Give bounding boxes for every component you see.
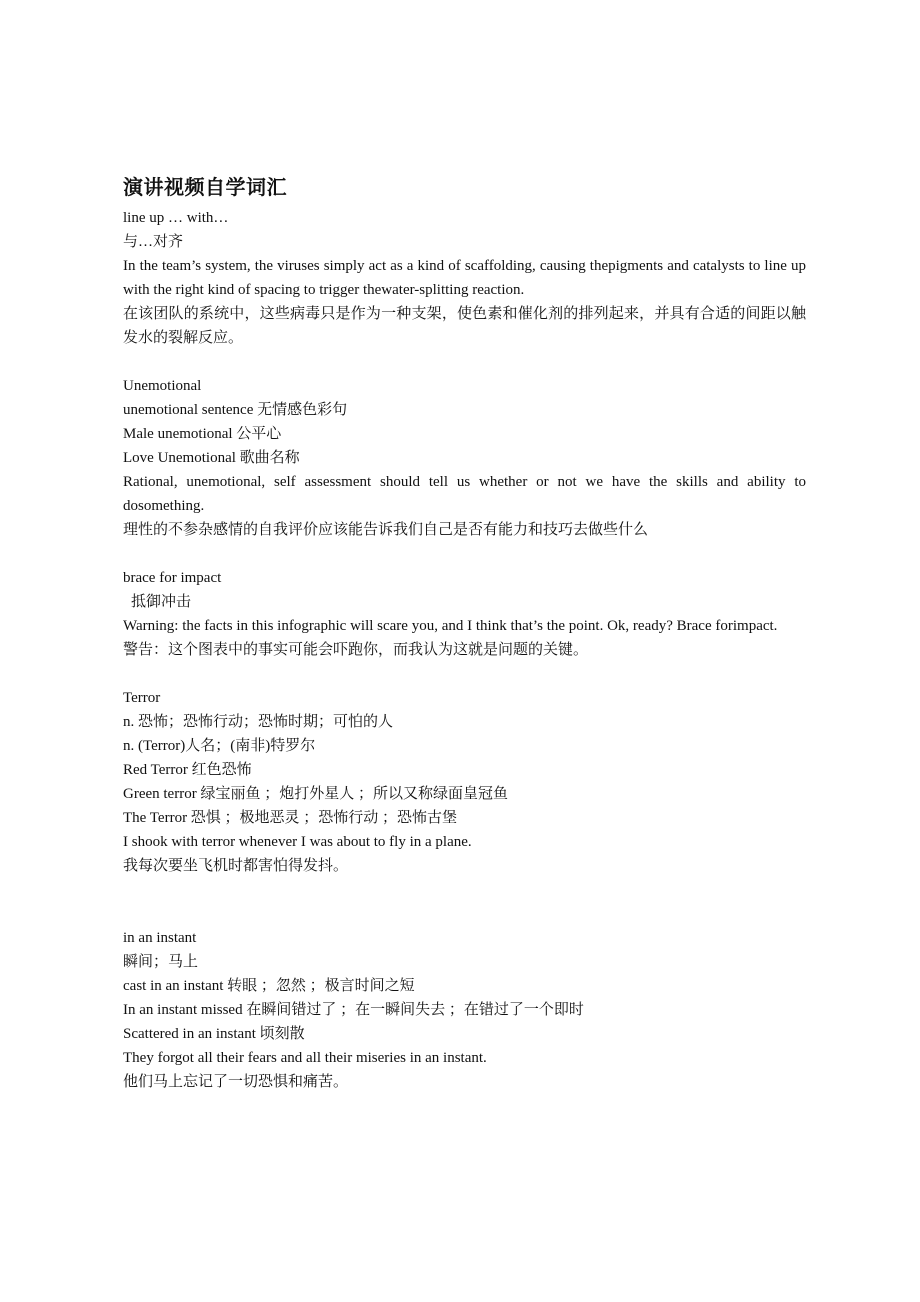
entry-phrase: In an instant missed 在瞬间错过了 ；在一瞬间失去 ；在错过了一个即时: [123, 1002, 584, 1018]
entry-term: brace for impact: [123, 570, 222, 586]
vocab-entry-terror: [123, 686, 806, 878]
entry-example-zh: 我每次要坐飞机时都害怕得发抖。: [123, 858, 349, 874]
vocab-entry-line-up: [123, 206, 806, 350]
vocab-entry-in-an-instant: [123, 926, 806, 1094]
entry-term: in an instant: [123, 930, 197, 946]
document-title: 演讲视频自学词汇: [123, 175, 287, 199]
entry-phrase: Male unemotional 公平心: [123, 426, 282, 442]
vocab-entry-unemotional: [123, 374, 806, 542]
spacer: [123, 350, 806, 374]
entry-example-en: Rational, unemotional, self assessment should tell us whether or not we have the skills and ability to dosomething.: [123, 474, 806, 514]
entry-phrase: Love Unemotional 歌曲名称: [123, 450, 300, 466]
document-page: [123, 172, 806, 1094]
entry-meaning: 抵御冲击: [131, 594, 192, 610]
vocab-entry-brace-for-impact: [123, 566, 806, 662]
entry-term: Unemotional: [123, 378, 202, 394]
spacer: [123, 542, 806, 566]
entry-example-zh: 他们马上忘记了一切恐惧和痛苦。: [123, 1074, 349, 1090]
entry-meaning: n. (Terror)人名；(南非)特罗尔: [123, 738, 316, 754]
entry-phrase: The Terror 恐惧 ；极地恶灵 ；恐怖行动 ；恐怖古堡: [123, 810, 458, 826]
entry-meaning: n. 恐怖；恐怖行动；恐怖时期；可怕的人: [123, 714, 394, 730]
entry-example-en: They forgot all their fears and all their miseries in an instant.: [123, 1050, 487, 1066]
entry-phrase: Scattered in an instant 顷刻散: [123, 1026, 305, 1042]
entry-example-en: I shook with terror whenever I was about to fly in a plane.: [123, 834, 472, 850]
entry-phrase: unemotional sentence 无情感色彩句: [123, 402, 348, 418]
entry-example-zh: 警告：这个图表中的事实可能会吓跑你，而我认为这就是问题的关键。: [123, 642, 589, 658]
entry-example-zh: 在该团队的系统中，这些病毒只是作为一种支架，使色素和催化剂的排列起来，并具有合适的间距以触发水的裂解反应。: [123, 306, 806, 346]
spacer: [123, 878, 806, 926]
entry-meaning: 瞬间；马上: [123, 954, 199, 970]
entry-example-en: Warning: the facts in this infographic will scare you, and I think that’s the point. Ok, ready? Brace forimpact.: [123, 618, 778, 634]
entry-phrase: Green terror 绿宝丽鱼 ；炮打外星人 ；所以又称绿面皇冠鱼: [123, 786, 508, 802]
entry-term: line up … with…: [123, 210, 229, 226]
entry-phrase: cast in an instant 转眼 ；忽然 ；极言时间之短: [123, 978, 415, 994]
spacer: [123, 662, 806, 686]
entry-example-zh: 理性的不参杂感情的自我评价应该能告诉我们自己是否有能力和技巧去做些什么: [123, 522, 649, 538]
entry-term: Terror: [123, 690, 161, 706]
entry-phrase: Red Terror 红色恐怖: [123, 762, 252, 778]
entry-example-en: In the team’s system, the viruses simply act as a kind of scaffolding, causing thepigments and catalysts to line up with the right kind of spacing to trigger thewater-splitting reaction.: [123, 258, 806, 298]
entry-meaning: 与…对齐: [123, 234, 184, 250]
